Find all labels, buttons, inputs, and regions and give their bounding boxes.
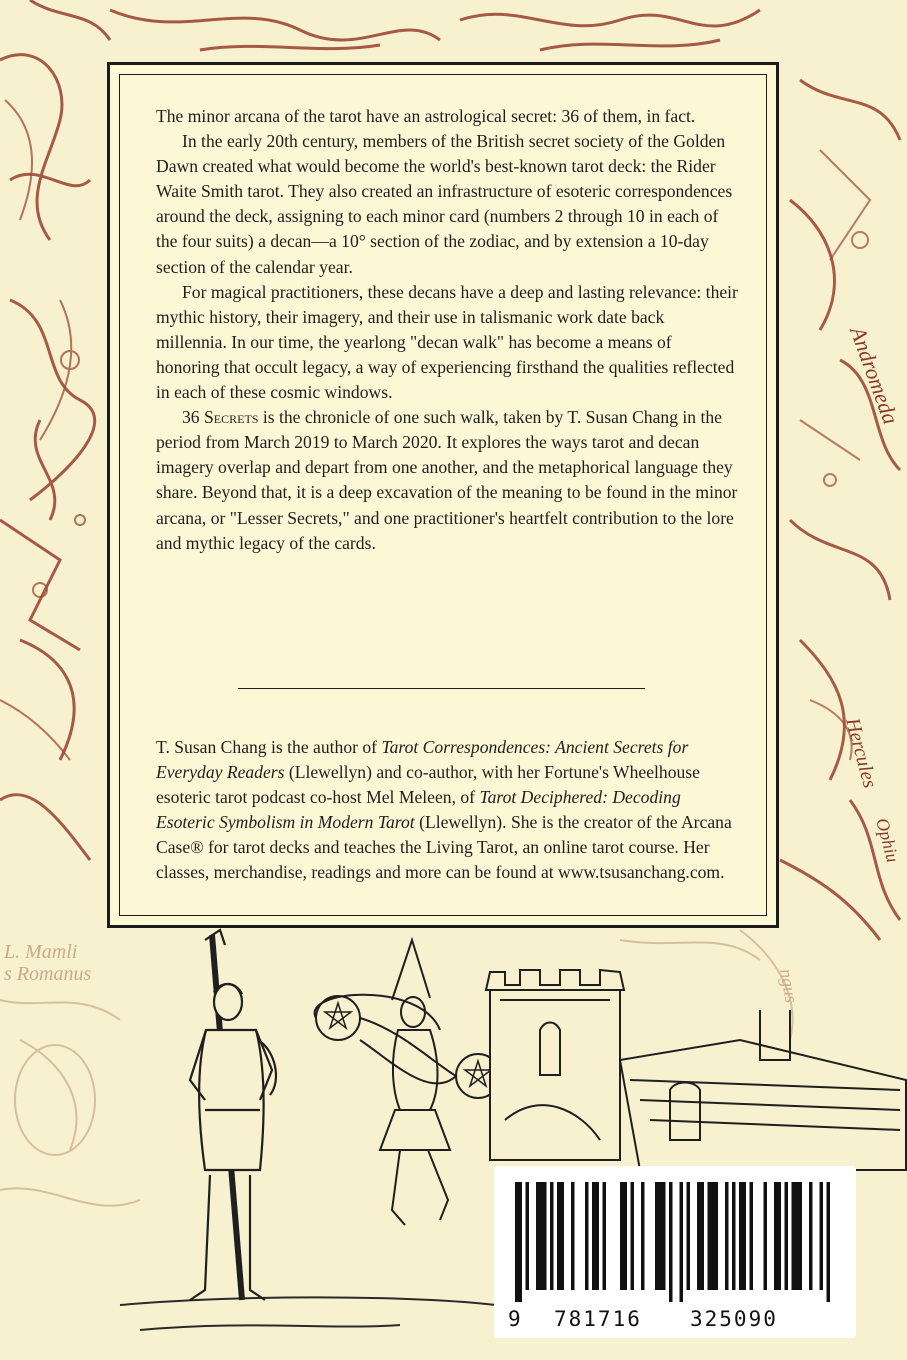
author-bio xyxy=(156,735,741,886)
author-bio-text-2: (Llewellyn) and co-author, with her Fortune's Wheelhouse esoteric tarot podcast co-host Mel Meleen, of xyxy=(156,761,700,807)
description-paragraph-2: In the early 20th century, members of the British secret society of the Golden Dawn created what would become the world's best-known tarot deck: the Rider Waite Smith tarot. They also created an infrastructure of esoteric correspondences around the deck, assigning to each minor card (numbers 2 through 10 in each of the four suits) a decan—a 10° section of the zodiac, and by extension a 10-day section of the calendar year. xyxy=(156,131,733,277)
author-bio-text-3: (Llewellyn). She is the creator of the Arcana Case® for tarot decks and teaches the Living Tarot, an online tarot course. Her classes, merchandise, readings and more can be found at www.tsusanchang.com. xyxy=(156,811,732,883)
barcode-bar xyxy=(557,1182,564,1290)
barcode-bar xyxy=(631,1182,635,1290)
barcode-bar xyxy=(739,1182,746,1290)
book-description xyxy=(156,104,738,556)
barcode-bar xyxy=(827,1182,831,1302)
barcode-bar xyxy=(750,1182,754,1290)
author-bio-text-1: T. Susan Chang is the author of xyxy=(156,736,382,757)
barcode-bar xyxy=(655,1182,666,1290)
barcode-bar xyxy=(515,1182,522,1302)
barcode-bar xyxy=(669,1182,673,1302)
map-label-ophiuchus: Ophiu xyxy=(872,815,904,865)
barcode-bar xyxy=(620,1182,627,1290)
barcode-bar xyxy=(792,1182,803,1290)
barcode-bar xyxy=(550,1182,554,1290)
book-title-small-caps: 36 Secrets xyxy=(182,407,259,428)
isbn-digit-group-1: 781716 xyxy=(554,1307,642,1331)
map-label-hercules: Hercules xyxy=(841,715,881,791)
isbn-barcode xyxy=(511,1182,841,1302)
barcode-bar xyxy=(820,1182,824,1290)
map-label-romanus: s Romanus xyxy=(4,963,92,985)
map-label-lingus: ngus xyxy=(776,967,802,1005)
map-label-mamli: L. Mamli xyxy=(4,941,78,963)
isbn-prefix-digit: 9 xyxy=(508,1307,523,1331)
barcode-bar xyxy=(526,1182,530,1290)
description-paragraph-1: The minor arcana of the tarot have an astrological secret: 36 of them, in fact. xyxy=(156,106,696,126)
barcode-bar xyxy=(603,1182,607,1290)
juggler-with-pentacles-illustration xyxy=(315,940,500,1225)
barcode-bar xyxy=(774,1182,781,1290)
barcode-bar xyxy=(809,1182,813,1290)
map-label-andromeda: Andromeda xyxy=(845,323,904,428)
barcode-bar xyxy=(697,1182,704,1290)
barcode-bar xyxy=(536,1182,547,1290)
barcode-bar xyxy=(725,1182,729,1290)
barcode-bar xyxy=(732,1182,736,1290)
staff-bearer-illustration xyxy=(190,930,276,1300)
church-tower-illustration xyxy=(486,970,906,1170)
barcode-bar xyxy=(585,1182,589,1290)
barcode-bar xyxy=(641,1182,645,1290)
book-title-tarot-deciphered: Tarot Deciphered: Decoding Esoteric Symbolism in Modern Tarot xyxy=(156,786,681,832)
description-paragraph-3: For magical practitioners, these decans have a deep and lasting relevance: their mythic history, their imagery, and their use in talismanic work date back millennia. In our time, the yearlong "decan walk" has become a means of honoring that occult legacy, a way of experiencing firsthand the qualities reflected in each of these cosmic windows. xyxy=(156,281,738,403)
barcode-bar xyxy=(764,1182,768,1290)
isbn-barcode-box xyxy=(494,1166,856,1338)
section-divider xyxy=(238,688,645,689)
barcode-bar xyxy=(592,1182,599,1290)
book-title-tarot-correspondences: Tarot Correspondences: Ancient Secrets for Everyday Readers xyxy=(156,736,689,782)
barcode-bar xyxy=(687,1182,691,1290)
description-paragraph-4 xyxy=(156,405,738,556)
description-paragraph-4-text: is the chronicle of one such walk, taken by T. Susan Chang in the period from March 2019 to March 2020. It explores the ways tarot and decan imagery overlap and depart from one another, and the metaphorical language they share. Beyond that, it is a deep excavation of the meaning to be found in the minor arcana, or "Lesser Secrets," and one practitioner's heartfelt contribution to the lore and mythic legacy of the cards. xyxy=(156,407,738,553)
barcode-bar xyxy=(680,1182,684,1302)
isbn-digit-group-2: 325090 xyxy=(690,1307,778,1331)
barcode-bar xyxy=(571,1182,575,1290)
barcode-bar xyxy=(785,1182,789,1290)
barcode-bar xyxy=(708,1182,719,1290)
